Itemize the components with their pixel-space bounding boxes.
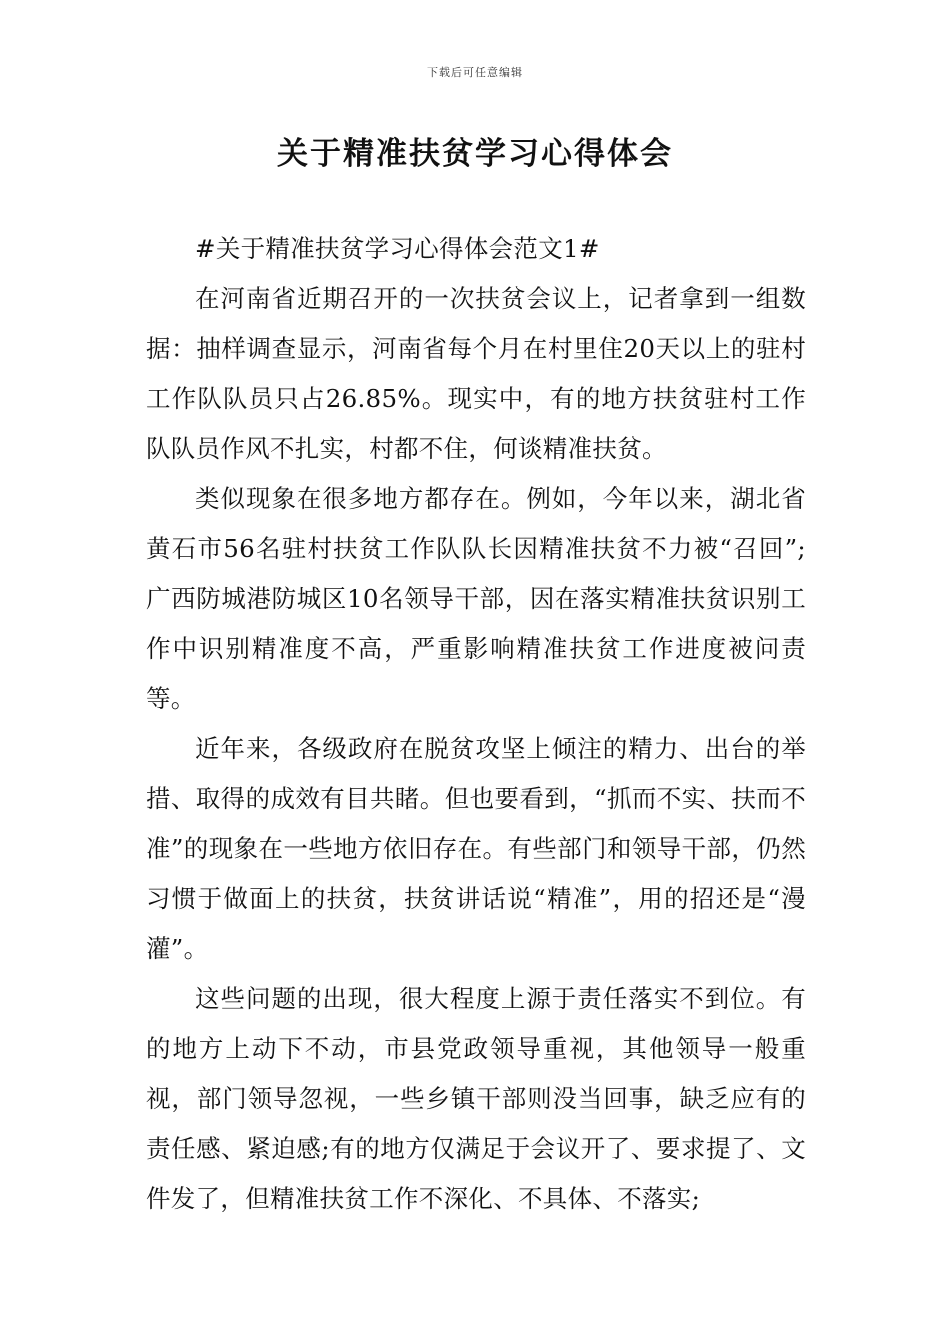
paragraph: 在河南省近期召开的一次扶贫会议上，记者拿到一组数据：抽样调查显示，河南省每个月在村里住20天以上的驻村工作队队员只占26.85%。现实中，有的地方扶贫驻村工作队队员作风不扎实，村都不住，何谈精准扶贫。 (146, 284, 806, 463)
paragraph: 类似现象在很多地方都存在。例如，今年以来，湖北省黄石市56名驻村扶贫工作队队长因精准扶贫不力被“召回”;广西防城港防城区10名领导干部，因在落实精准扶贫识别工作中识别精准度不高，严重影响精准扶贫工作进度被问责等。 (146, 484, 806, 713)
document-body (146, 224, 806, 1224)
paragraph-section-heading: #关于精准扶贫学习心得体会范文1# (195, 234, 600, 263)
paragraph: 近年来，各级政府在脱贫攻坚上倾注的精力、出台的举措、取得的成效有目共睹。但也要看到，“抓而不实、扶而不准”的现象在一些地方依旧存在。有些部门和领导干部，仍然习惯于做面上的扶贫，扶贫讲话说“精准”，用的招还是“漫灌”。 (146, 734, 806, 963)
document-title: 关于精准扶贫学习心得体会 (277, 136, 673, 172)
paragraph: 这些问题的出现，很大程度上源于责任落实不到位。有的地方上动下不动，市县党政领导重视，其他领导一般重视，部门领导忽视，一些乡镇干部则没当回事，缺乏应有的责任感、紧迫感;有的地方仅满足于会议开了、要求提了、文件发了，但精准扶贫工作不深化、不具体、不落实; (146, 984, 806, 1213)
header-note: 下载后可任意编辑 (427, 66, 523, 79)
